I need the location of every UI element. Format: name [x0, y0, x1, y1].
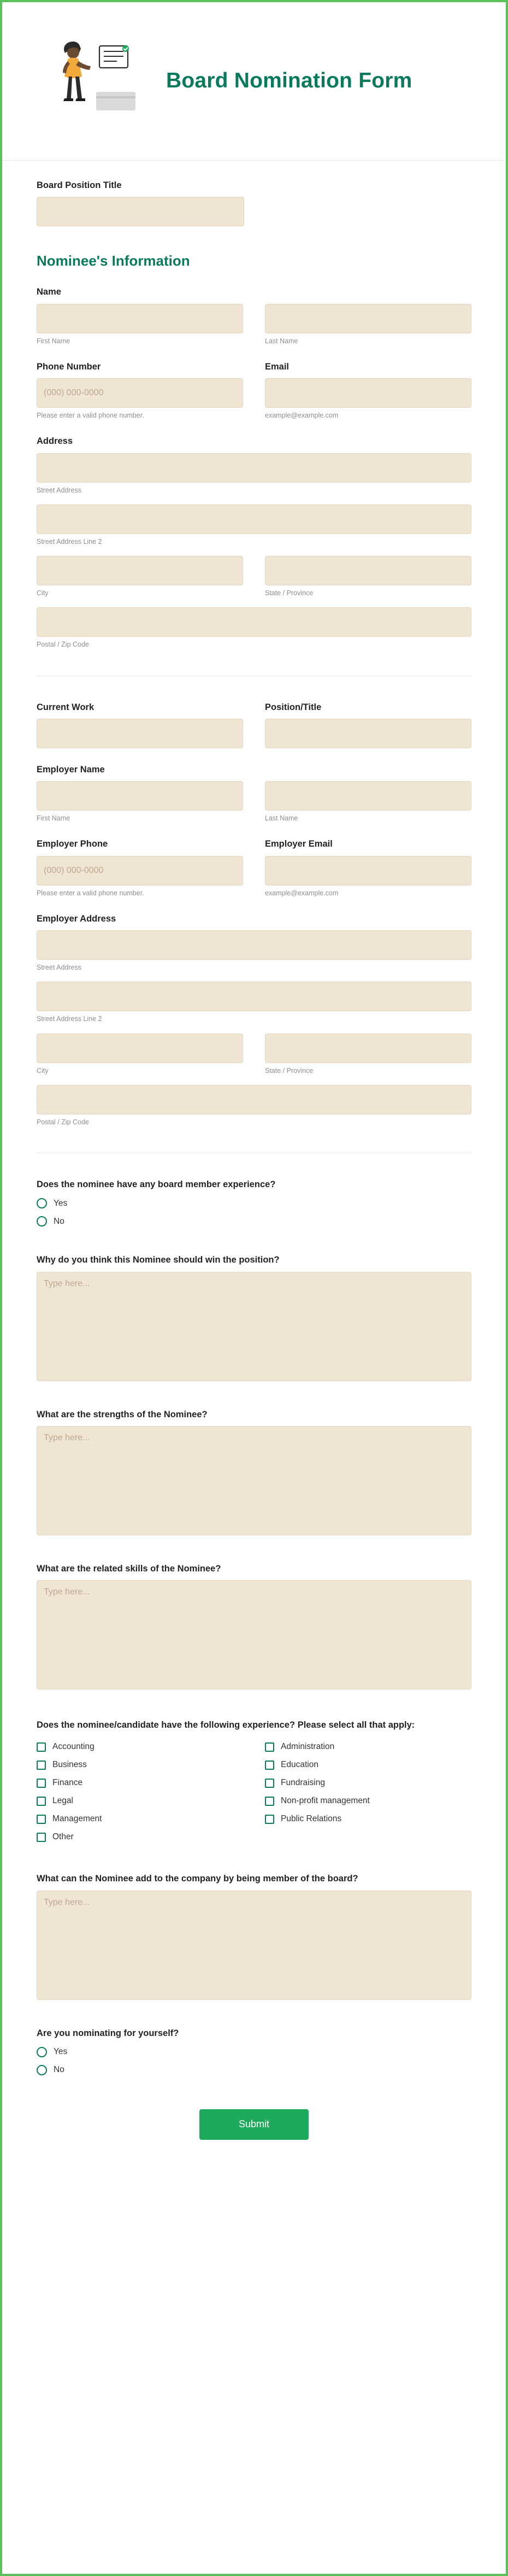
checkbox-other[interactable]: [37, 1832, 243, 1842]
form-header: [2, 2, 506, 161]
checkbox-square-icon: [265, 1779, 274, 1788]
employer-street-address-2-input[interactable]: [37, 982, 471, 1011]
label-nominee-name: Name: [37, 287, 61, 297]
field-employer-phone: [37, 838, 243, 897]
radio-group-self-nomination: [37, 2047, 471, 2075]
radio-label-no: No: [54, 2065, 64, 2075]
nominee-street-address-input[interactable]: [37, 453, 471, 483]
radio-self-nomination-no[interactable]: [37, 2065, 471, 2075]
label-position-title: Position/Title: [265, 702, 322, 712]
nominee-first-name-input[interactable]: [37, 304, 243, 333]
field-employer-email: [265, 838, 471, 897]
checkbox-square-icon: [37, 1742, 46, 1752]
checkbox-label-finance: Finance: [52, 1778, 83, 1788]
label-employer-address: Employer Address: [37, 913, 116, 924]
radio-board-experience-no[interactable]: [37, 1216, 471, 1227]
radio-circle-icon: [37, 1198, 47, 1208]
sub-employer-last-name: Last Name: [265, 814, 298, 823]
strengths-textarea[interactable]: [37, 1426, 471, 1535]
label-related-skills: What are the related skills of the Nominee?: [37, 1563, 221, 1574]
field-experience-checklist: [37, 1719, 471, 1842]
radio-circle-icon: [37, 2047, 47, 2057]
sub-nominee-street-address-2: Street Address Line 2: [37, 537, 102, 545]
checkbox-administration[interactable]: [265, 1742, 471, 1752]
nominee-postal-code-input[interactable]: [37, 607, 471, 637]
label-nominee-phone: Phone Number: [37, 361, 101, 372]
checkbox-square-icon: [37, 1779, 46, 1788]
checkbox-legal[interactable]: [37, 1796, 243, 1806]
radio-self-nomination-yes[interactable]: [37, 2047, 471, 2057]
label-employer-email: Employer Email: [265, 839, 333, 849]
checkbox-label-fundraising: Fundraising: [281, 1778, 325, 1788]
label-current-work: Current Work: [37, 702, 94, 712]
nominee-last-name-input[interactable]: [265, 304, 471, 333]
checkbox-label-administration: Administration: [281, 1742, 335, 1752]
checkbox-non-profit-management[interactable]: [265, 1796, 471, 1806]
label-what-can-add: What can the Nominee add to the company by being member of the board?: [37, 1874, 358, 1884]
submit-row: [37, 2109, 471, 2140]
sub-nominee-state: State / Province: [265, 589, 314, 597]
label-nominee-email: Email: [265, 361, 290, 372]
nominee-street-address-2-input[interactable]: [37, 504, 471, 534]
checkbox-label-management: Management: [52, 1814, 102, 1824]
checkbox-square-icon: [37, 1797, 46, 1806]
sub-nominee-city: City: [37, 589, 49, 597]
nominee-city-group: [37, 556, 243, 597]
label-employer-phone: Employer Phone: [37, 839, 108, 849]
radio-label-yes: Yes: [54, 1198, 68, 1208]
employer-state-input[interactable]: [265, 1034, 471, 1063]
nominee-email-input[interactable]: [265, 378, 471, 408]
radio-circle-icon: [37, 2065, 47, 2075]
field-position-title: [265, 701, 471, 748]
employer-street-address-input[interactable]: [37, 930, 471, 960]
sub-employer-street-address-2: Street Address Line 2: [37, 1015, 102, 1023]
employer-state-group: [265, 1034, 471, 1075]
employer-city-group: [37, 1034, 243, 1075]
employer-first-name-group: [37, 781, 243, 823]
what-can-add-textarea[interactable]: [37, 1891, 471, 2000]
checkbox-square-icon: [265, 1742, 274, 1752]
checkbox-education[interactable]: [265, 1760, 471, 1770]
checkbox-label-legal: Legal: [52, 1796, 73, 1806]
label-employer-name: Employer Name: [37, 764, 105, 774]
sub-nominee-last-name: Last Name: [265, 337, 298, 345]
label-nominee-address: Address: [37, 436, 73, 447]
radio-label-no: No: [54, 1216, 64, 1226]
nominee-city-input[interactable]: [37, 556, 243, 585]
sub-nominee-email: example@example.com: [265, 412, 339, 420]
group-employer-phone-email: [37, 838, 471, 897]
checkbox-label-other: Other: [52, 1832, 74, 1842]
field-employer-name: [37, 764, 471, 823]
field-board-experience: [37, 1178, 471, 1227]
employer-city-input[interactable]: [37, 1034, 243, 1063]
section-heading-nominee: Nominee's Information: [37, 253, 190, 269]
person-with-clipboard-illustration: [35, 31, 144, 132]
sub-employer-city: City: [37, 1066, 49, 1075]
checkbox-square-icon: [265, 1761, 274, 1770]
checkbox-public-relations[interactable]: [265, 1814, 471, 1824]
sub-nominee-street-address: Street Address: [37, 486, 81, 494]
label-experience-checklist: Does the nominee/candidate have the following experience? Please select all that apply:: [37, 1720, 415, 1730]
current-work-input[interactable]: [37, 719, 243, 748]
label-board-experience: Does the nominee have any board member experience?: [37, 1180, 276, 1190]
checkbox-label-business: Business: [52, 1760, 87, 1770]
employer-last-name-group: [265, 781, 471, 823]
field-self-nomination: [37, 2027, 471, 2075]
checkbox-business[interactable]: [37, 1760, 243, 1770]
nominee-state-input[interactable]: [265, 556, 471, 585]
checkbox-label-non-profit-management: Non-profit management: [281, 1796, 370, 1806]
nominee-phone-input[interactable]: [37, 378, 243, 408]
checkbox-fundraising[interactable]: [265, 1778, 471, 1788]
checkbox-square-icon: [37, 1815, 46, 1824]
label-board-position-title: Board Position Title: [37, 180, 122, 190]
radio-group-board-experience: [37, 1198, 471, 1227]
group-current-work: [37, 701, 471, 748]
sub-employer-state: State / Province: [265, 1066, 314, 1075]
label-strengths: What are the strengths of the Nominee?: [37, 1409, 208, 1419]
checkbox-label-education: Education: [281, 1760, 318, 1770]
nominee-state-group: [265, 556, 471, 597]
label-why-win: Why do you think this Nominee should win the position?: [37, 1255, 280, 1265]
field-employer-address: [37, 913, 471, 1126]
employer-first-name-input[interactable]: [37, 781, 243, 811]
group-nominee-phone-email: [37, 361, 471, 420]
checkbox-management[interactable]: [37, 1814, 243, 1824]
radio-circle-icon: [37, 1216, 47, 1227]
field-strengths: [37, 1409, 471, 1535]
sub-nominee-phone: Please enter a valid phone number.: [37, 412, 144, 420]
field-why-win: [37, 1254, 471, 1381]
form-body: [2, 161, 506, 2173]
employer-phone-input[interactable]: [37, 856, 243, 885]
checkbox-square-icon: [37, 1833, 46, 1842]
nominee-first-name-group: [37, 304, 243, 345]
sub-employer-postal-code: Postal / Zip Code: [37, 1118, 89, 1126]
sub-employer-first-name: First Name: [37, 814, 70, 823]
label-self-nomination: Are you nominating for yourself?: [37, 2028, 179, 2038]
related-skills-textarea[interactable]: [37, 1580, 471, 1689]
radio-board-experience-yes[interactable]: [37, 1198, 471, 1208]
radio-label-yes: Yes: [54, 2047, 68, 2057]
page-title: Board Nomination Form: [166, 69, 412, 93]
nominee-last-name-group: [265, 304, 471, 345]
checkbox-grid-experience: [37, 1742, 471, 1842]
sub-nominee-first-name: First Name: [37, 337, 70, 345]
checkbox-square-icon: [265, 1815, 274, 1824]
sub-employer-street-address: Street Address: [37, 964, 81, 972]
field-current-work: [37, 701, 243, 748]
employer-postal-code-input[interactable]: [37, 1085, 471, 1114]
checkbox-label-public-relations: Public Relations: [281, 1814, 342, 1824]
why-win-textarea[interactable]: [37, 1272, 471, 1381]
submit-button[interactable]: Submit: [199, 2109, 309, 2140]
field-nominee-phone: [37, 361, 243, 420]
field-related-skills: [37, 1563, 471, 1689]
field-board-position-title: [37, 179, 471, 226]
position-title-input[interactable]: [265, 719, 471, 748]
checkbox-finance[interactable]: [37, 1778, 243, 1788]
field-nominee-name: [37, 286, 471, 345]
employer-email-input[interactable]: [265, 856, 471, 885]
sub-employer-email: example@example.com: [265, 889, 339, 897]
field-what-can-add: [37, 1873, 471, 1999]
employer-last-name-input[interactable]: [265, 781, 471, 811]
sub-nominee-postal-code: Postal / Zip Code: [37, 641, 89, 649]
sub-employer-phone: Please enter a valid phone number.: [37, 889, 144, 897]
field-nominee-email: [265, 361, 471, 420]
checkbox-square-icon: [265, 1797, 274, 1806]
field-nominee-address: [37, 435, 471, 649]
checkbox-accounting[interactable]: [37, 1742, 243, 1752]
board-position-title-input[interactable]: [37, 197, 244, 226]
checkbox-label-accounting: Accounting: [52, 1742, 94, 1752]
checkbox-square-icon: [37, 1761, 46, 1770]
